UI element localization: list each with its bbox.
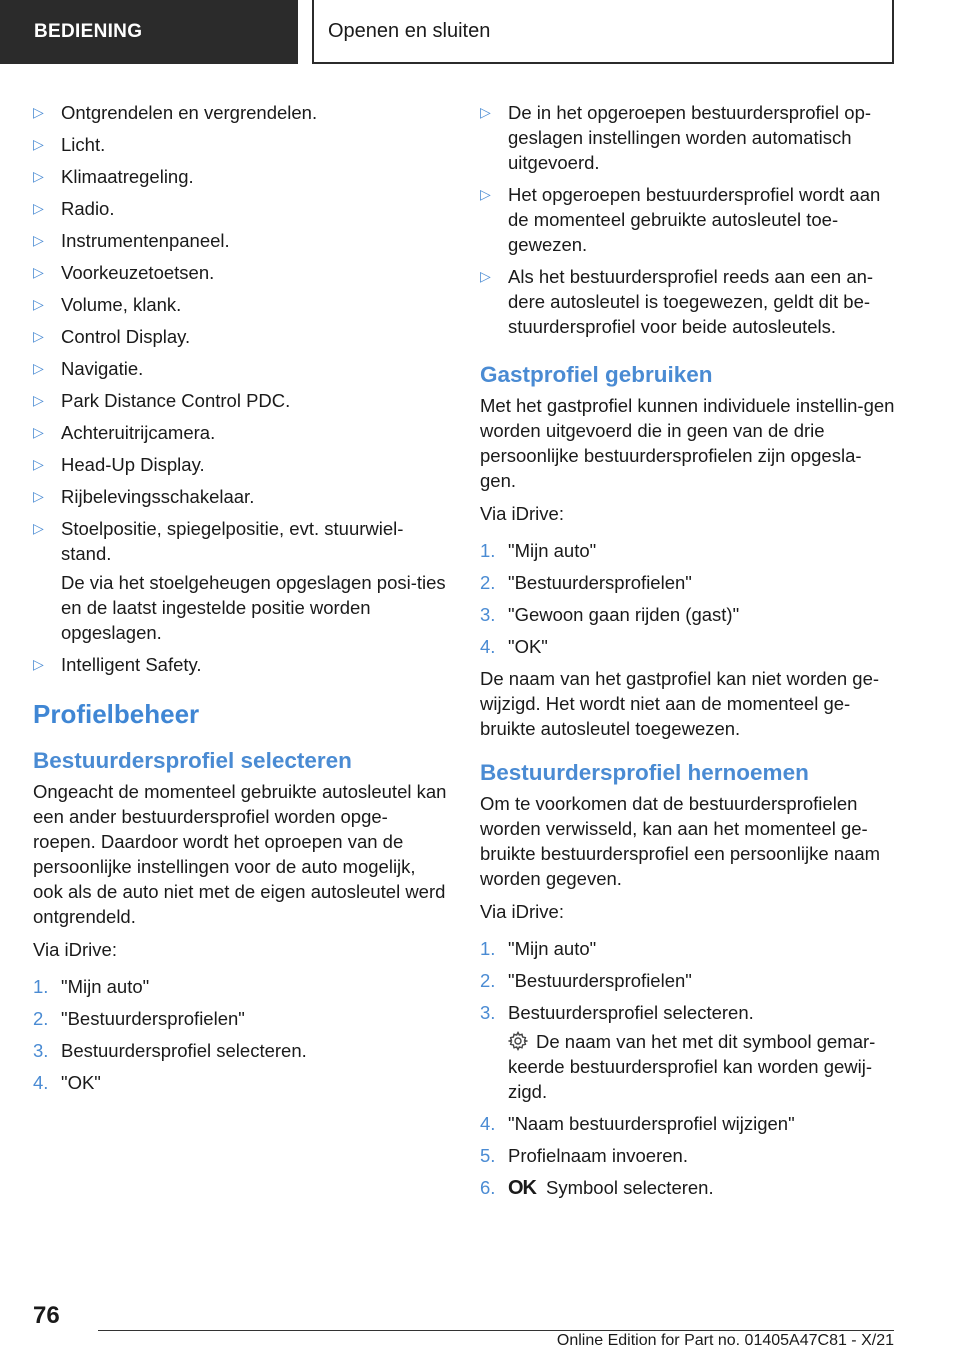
triangle-right-icon: ▷ bbox=[33, 456, 44, 472]
subsection-heading: Bestuurdersprofiel selecteren bbox=[33, 748, 352, 773]
via-label: Via iDrive: bbox=[480, 503, 564, 524]
triangle-right-icon: ▷ bbox=[33, 488, 44, 504]
subsection-heading: Bestuurdersprofiel hernoemen bbox=[480, 760, 809, 785]
list-item: ▷ Het opgeroepen bestuurdersprofiel wordt aan de momenteel gebruikte autosleutel toe-gewezen. bbox=[480, 184, 881, 255]
triangle-right-icon: ▷ bbox=[33, 424, 44, 440]
section-heading: Profielbeheer bbox=[33, 699, 200, 729]
paragraph: Ongeacht de momenteel gebruikte autosleutel kan een ander bestuurdersprofiel worden opge-roepen. Daardoor wordt het oproepen van de persoonlijke instellingen voor de auto mogelijk, ook als de auto niet met de eigen autosleutel werd ontgrendeld. bbox=[33, 781, 447, 927]
page-number: 76 bbox=[33, 1302, 60, 1329]
list-item: ▷ Instrumentenpaneel. bbox=[33, 230, 230, 251]
step-number: 5. bbox=[480, 1145, 496, 1166]
list-item: ▷ Klimaatregeling. bbox=[33, 166, 194, 187]
list-item-note: De via het stoelgeheugen opgeslagen posi-ties en de laatst ingestelde positie worden opgeslagen. bbox=[61, 572, 446, 643]
step-number: 4. bbox=[480, 1113, 496, 1134]
via-label: Via iDrive: bbox=[33, 939, 117, 960]
paragraph: De naam van het gastprofiel kan niet worden ge-wijzigd. Het wordt niet aan de momenteel ge-bruikte autosleutel toegewezen. bbox=[480, 668, 880, 739]
step-item: 4. "OK" bbox=[33, 1072, 101, 1093]
list-item: ▷ Intelligent Safety. bbox=[33, 654, 202, 675]
step-item: 5. Profielnaam invoeren. bbox=[480, 1145, 688, 1166]
step-number: 1. bbox=[33, 976, 49, 997]
footer-divider bbox=[98, 1330, 894, 1331]
step-number: 2. bbox=[480, 970, 496, 991]
step-number: 1. bbox=[480, 938, 496, 959]
chapter-title: Openen en sluiten bbox=[312, 0, 894, 64]
triangle-right-icon: ▷ bbox=[33, 392, 44, 408]
list-item: ▷ Als het bestuurdersprofiel reeds aan een an-dere autosleutel is toegewezen, geldt dit be-stuurdersprofiel voor beide autosleutels. bbox=[480, 266, 874, 337]
list-item: ▷ Navigatie. bbox=[33, 358, 144, 379]
triangle-right-icon: ▷ bbox=[33, 360, 44, 376]
step-item: 1. "Mijn auto" bbox=[480, 938, 597, 959]
list-item: ▷ Park Distance Control PDC. bbox=[33, 390, 291, 411]
list-item: ▷ Control Display. bbox=[33, 326, 191, 347]
list-item: ▷ Ontgrendelen en vergrendelen. bbox=[33, 102, 318, 123]
ok-icon: OK bbox=[508, 1177, 536, 1199]
list-item: ▷ De in het opgeroepen bestuurdersprofiel op-geslagen instellingen worden automatisch uitgevoerd. bbox=[480, 102, 872, 173]
step-item: 3. "Gewoon gaan rijden (gast)" bbox=[480, 604, 740, 625]
step-item: 2. "Bestuurdersprofielen" bbox=[480, 970, 692, 991]
step-number: 4. bbox=[33, 1072, 49, 1093]
page-header bbox=[0, 0, 960, 66]
list-item: ▷ Rijbelevingsschakelaar. bbox=[33, 486, 255, 507]
step-number: 3. bbox=[480, 1002, 496, 1023]
step-number: 3. bbox=[480, 604, 496, 625]
list-item: ▷ Radio. bbox=[33, 198, 115, 219]
triangle-right-icon: ▷ bbox=[33, 200, 44, 216]
subsection-heading: Gastprofiel gebruiken bbox=[480, 362, 713, 387]
step-item: 4. "OK" bbox=[480, 636, 548, 657]
step-item: 2. "Bestuurdersprofielen" bbox=[33, 1008, 245, 1029]
gear-icon bbox=[508, 1031, 528, 1051]
left-column bbox=[33, 100, 448, 1102]
triangle-right-icon: ▷ bbox=[33, 520, 44, 536]
list-item: ▷ Achteruitrijcamera. bbox=[33, 422, 216, 443]
step-item: 6. OK Symbool selecteren. bbox=[480, 1177, 714, 1199]
triangle-right-icon: ▷ bbox=[33, 232, 44, 248]
list-item: ▷ Head-Up Display. bbox=[33, 454, 205, 475]
footer-edition: Online Edition for Part no. 01405A47C81 - X/21 bbox=[556, 1332, 894, 1349]
triangle-right-icon: ▷ bbox=[480, 186, 491, 202]
triangle-right-icon: ▷ bbox=[480, 268, 491, 284]
list-item: ▷ Stoelpositie, spiegelpositie, evt. stuurwiel-stand. bbox=[33, 518, 404, 564]
step-item: 2. "Bestuurdersprofielen" bbox=[480, 572, 692, 593]
list-item: ▷ Volume, klank. bbox=[33, 294, 182, 315]
right-column bbox=[480, 100, 895, 1208]
triangle-right-icon: ▷ bbox=[33, 656, 44, 672]
list-item: ▷ Licht. bbox=[33, 134, 106, 155]
triangle-right-icon: ▷ bbox=[33, 264, 44, 280]
paragraph: Met het gastprofiel kunnen individuele instellin-gen worden uitgevoerd die in geen van de drie persoonlijke bestuurdersprofielen zijn opgesla-gen. bbox=[480, 395, 895, 491]
step-item: 1. "Mijn auto" bbox=[480, 540, 597, 561]
triangle-right-icon: ▷ bbox=[33, 328, 44, 344]
step-number: 2. bbox=[33, 1008, 49, 1029]
step-item: 1. "Mijn auto" bbox=[33, 976, 150, 997]
step-item: 3. Bestuurdersprofiel selecteren. bbox=[480, 1002, 754, 1023]
list-item: ▷ Voorkeuzetoetsen. bbox=[33, 262, 215, 283]
step-number: 1. bbox=[480, 540, 496, 561]
triangle-right-icon: ▷ bbox=[33, 104, 44, 120]
step-number: 3. bbox=[33, 1040, 49, 1061]
paragraph: Om te voorkomen dat de bestuurdersprofielen worden verwisseld, kan aan het momenteel ge-bruikte bestuurdersprofiel een persoonlijke naam worden gegeven. bbox=[480, 793, 881, 889]
step-item: 4. "Naam bestuurdersprofiel wijzigen" bbox=[480, 1113, 795, 1134]
triangle-right-icon: ▷ bbox=[33, 136, 44, 152]
step-number: 4. bbox=[480, 636, 496, 657]
step-number: 6. bbox=[480, 1177, 496, 1198]
triangle-right-icon: ▷ bbox=[33, 168, 44, 184]
triangle-right-icon: ▷ bbox=[33, 296, 44, 312]
section-tab: BEDIENING bbox=[0, 0, 298, 64]
step-note: De naam van het met dit symbool gemar-keerde bestuurdersprofiel kan worden gewij-zigd. bbox=[508, 1031, 876, 1102]
triangle-right-icon: ▷ bbox=[480, 104, 491, 120]
step-item: 3. Bestuurdersprofiel selecteren. bbox=[33, 1040, 307, 1061]
via-label: Via iDrive: bbox=[480, 901, 564, 922]
step-number: 2. bbox=[480, 572, 496, 593]
